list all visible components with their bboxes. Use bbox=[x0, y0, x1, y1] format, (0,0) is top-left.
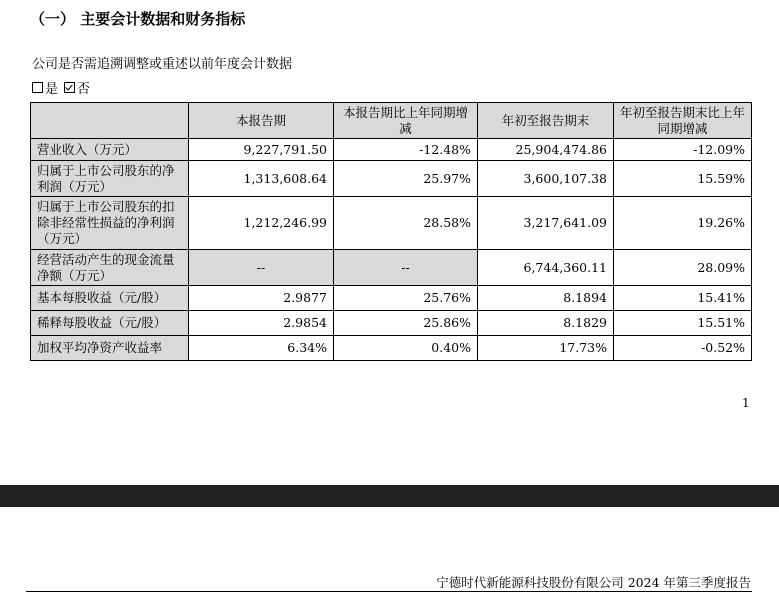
row-label: 基本每股收益（元/股） bbox=[31, 286, 189, 311]
row-label: 归属于上市公司股东的扣除非经常性损益的净利润（万元） bbox=[31, 197, 189, 250]
current-change-value: 25.86% bbox=[334, 311, 478, 336]
ytd-change-value: 15.51% bbox=[614, 311, 752, 336]
header-current-change: 本报告期比上年同期增减 bbox=[334, 103, 478, 139]
row-label: 营业收入（万元） bbox=[31, 139, 189, 161]
ytd-change-value: 15.41% bbox=[614, 286, 752, 311]
current-change-value: 28.58% bbox=[334, 197, 478, 250]
header-blank bbox=[31, 103, 189, 139]
ytd-value: 6,744,360.11 bbox=[478, 250, 614, 286]
table-row bbox=[31, 250, 752, 286]
row-label: 经营活动产生的现金流量净额（万元） bbox=[31, 250, 189, 286]
ytd-change-value: 19.26% bbox=[614, 197, 752, 250]
ytd-change-value: 28.09% bbox=[614, 250, 752, 286]
ytd-change-value: -0.52% bbox=[614, 336, 752, 361]
current-period-value: -- bbox=[189, 250, 334, 286]
current-change-value: 0.40% bbox=[334, 336, 478, 361]
table-row bbox=[31, 311, 752, 336]
checkbox-yes[interactable] bbox=[32, 82, 43, 93]
current-period-value: 6.34% bbox=[189, 336, 334, 361]
ytd-change-value: 15.59% bbox=[614, 161, 752, 197]
header-current-period: 本报告期 bbox=[189, 103, 334, 139]
current-period-value: 1,212,246.99 bbox=[189, 197, 334, 250]
page-number: 1 bbox=[742, 396, 750, 410]
header-ytd: 年初至报告期末 bbox=[478, 103, 614, 139]
current-change-value: 25.76% bbox=[334, 286, 478, 311]
current-period-value: 2.9854 bbox=[189, 311, 334, 336]
current-change-value: 25.97% bbox=[334, 161, 478, 197]
report-footer: 宁德时代新能源科技股份有限公司 2024 年第三季度报告 bbox=[436, 575, 751, 590]
header-ytd-change: 年初至报告期末比上年同期增减 bbox=[614, 103, 752, 139]
table-row bbox=[31, 336, 752, 361]
ytd-value: 3,600,107.38 bbox=[478, 161, 614, 197]
option-yes-label: 是 bbox=[45, 82, 59, 97]
ytd-value: 17.73% bbox=[478, 336, 614, 361]
current-period-value: 2.9877 bbox=[189, 286, 334, 311]
ytd-value: 8.1894 bbox=[478, 286, 614, 311]
current-period-value: 9,227,791.50 bbox=[189, 139, 334, 161]
ytd-value: 25,904,474.86 bbox=[478, 139, 614, 161]
row-label: 加权平均净资产收益率 bbox=[31, 336, 189, 361]
table-row bbox=[31, 197, 752, 250]
current-change-value: -12.48% bbox=[334, 139, 478, 161]
current-change-value: -- bbox=[334, 250, 478, 286]
option-no-label: 否 bbox=[77, 82, 91, 97]
table-row bbox=[31, 286, 752, 311]
ytd-value: 8.1829 bbox=[478, 311, 614, 336]
checkbox-no[interactable] bbox=[64, 82, 75, 93]
page-divider bbox=[0, 485, 779, 507]
table-header-row bbox=[31, 103, 752, 139]
restate-options bbox=[32, 78, 96, 97]
table-row bbox=[31, 161, 752, 197]
current-period-value: 1,313,608.64 bbox=[189, 161, 334, 197]
row-label: 稀释每股收益（元/股） bbox=[31, 311, 189, 336]
section-title: （一） 主要会计数据和财务指标 bbox=[30, 10, 246, 28]
ytd-value: 3,217,641.09 bbox=[478, 197, 614, 250]
row-label: 归属于上市公司股东的净利润（万元） bbox=[31, 161, 189, 197]
restate-question: 公司是否需追溯调整或重述以前年度会计数据 bbox=[32, 57, 293, 72]
footer-line bbox=[26, 591, 752, 592]
table-row bbox=[31, 139, 752, 161]
financial-data-table bbox=[30, 102, 752, 361]
ytd-change-value: -12.09% bbox=[614, 139, 752, 161]
